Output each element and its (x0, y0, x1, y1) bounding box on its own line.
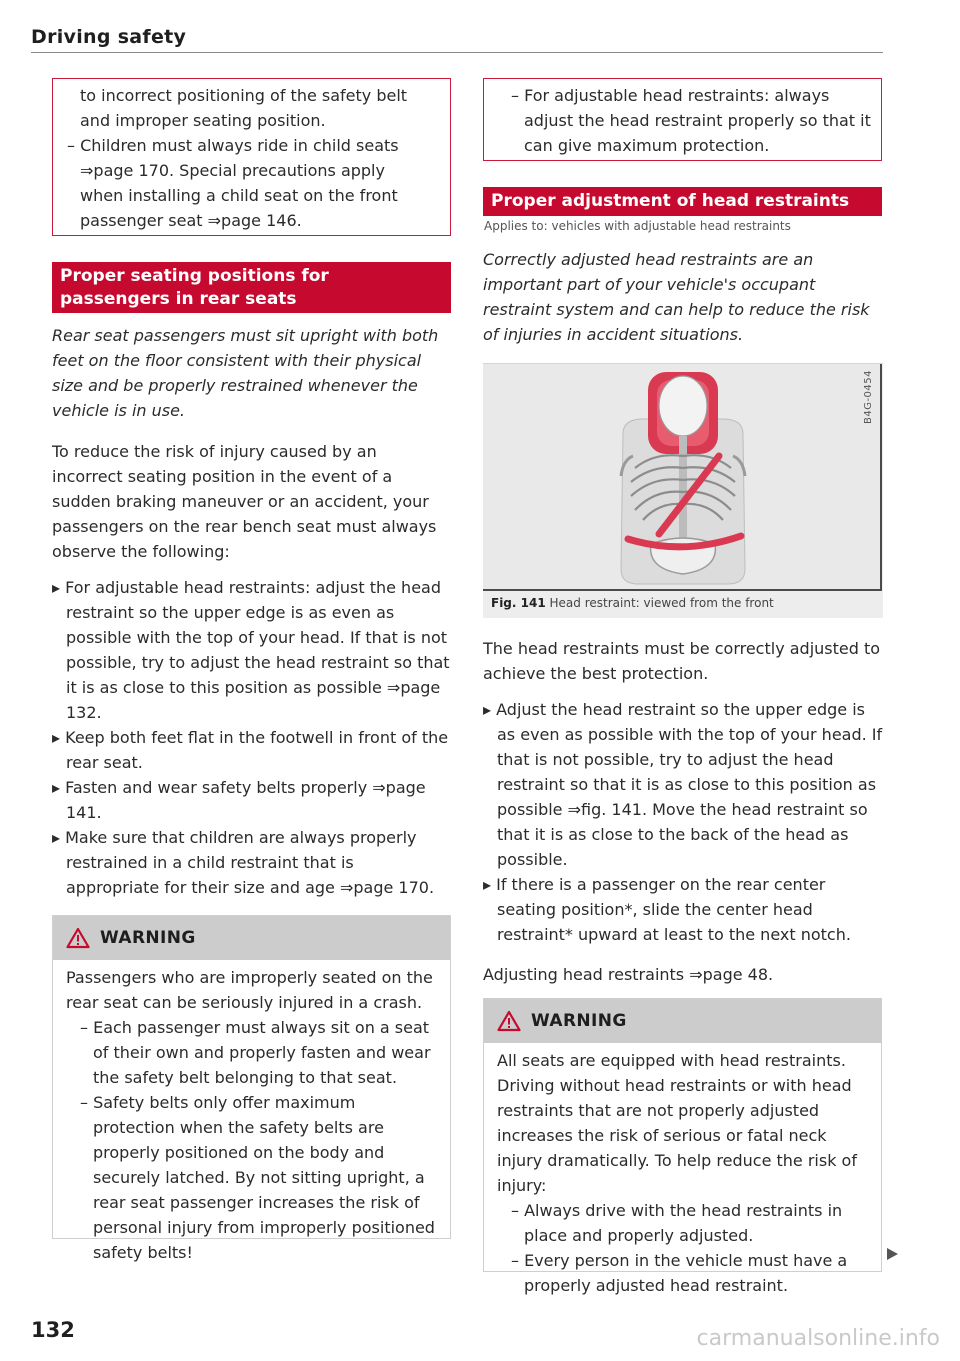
page-number: 132 (31, 1318, 75, 1342)
bullet-item: ▸ For adjustable head restraints: adjust the head restraint so the upper edge is as even as possible with the top of your head. If that is not possible, try to adjust the head restraint so that it is as close to this position as possible ⇒page 132. (52, 578, 450, 722)
warning-item: – Safety belts only offer maximum protection when the safety belts are properly positioned on the body and securely latched. By not sitting upright, a rear seat passenger increases the risk of personal injury from improperly positioned safety belts! (80, 1093, 435, 1262)
warning-item: – Each passenger must always sit on a seat of their own and properly fasten and wear the safety belt belonging to that seat. (80, 1018, 431, 1087)
intro-text: Correctly adjusted head restraints are an important part of your vehicle's occupant restraint system and can help to reduce the risk of injuries in accident situations. (483, 250, 870, 344)
intro-text: Rear seat passengers must sit upright with both feet on the floor consistent with their physical size and be properly restrained whenever the vehicle is in use. (52, 326, 439, 420)
warning-header (484, 999, 881, 1043)
section-title-head-restraints: Proper adjustment of head restraints (483, 187, 882, 216)
warning-item: – Every person in the vehicle must have a properly adjusted head restraint. (511, 1251, 848, 1295)
warning-header (53, 916, 450, 960)
figure-141 (483, 363, 883, 618)
continued-box (52, 78, 451, 236)
figure-illustration (483, 364, 882, 591)
figure-caption-text: Head restraint: viewed from the front (549, 596, 774, 610)
body-paragraph: The head restraints must be correctly adjusted to achieve the best protection. (483, 639, 881, 683)
warning-text: All seats are equipped with head restraints. Driving without head restraints or with head restraints that are not properly adjusted increases the risk of serious or fatal neck injury dramatically. To help reduce the risk of injury: (497, 1051, 857, 1195)
box-line: ⇒page 170. Special precautions apply (80, 161, 385, 180)
head-restraint-illustration (483, 364, 880, 589)
box-line: – For adjustable head restraints: always adjust the head restraint properly so that it can give maximum protection. (511, 86, 871, 155)
adjusting-ref: Adjusting head restraints ⇒page 48. (483, 965, 774, 984)
warning-title: WARNING (100, 928, 196, 948)
applies-to: Applies to: vehicles with adjustable head restraints (484, 219, 791, 233)
bullet-item: ▸ Adjust the head restraint so the upper edge is as even as possible with the top of your head. If that is not possible, try to adjust the head restraint so that it is as close to this position as possible ⇒fig. 141. Move the head restraint so that it is as close to the back of the head as possible. (483, 700, 883, 869)
box-line: – Children must always ride in child seats (67, 136, 399, 155)
section-title-rear-seats: Proper seating positions for passengers in rear seats (52, 262, 451, 313)
bullet-item: ▸ Keep both feet flat in the footwell in front of the rear seat. (52, 728, 449, 772)
figure-code: B4G-0454 (863, 370, 874, 425)
running-header: Driving safety (31, 26, 187, 48)
header-rule (31, 52, 883, 53)
warning-item: – Always drive with the head restraints in place and properly adjusted. (511, 1201, 843, 1245)
warning-triangle-icon (497, 1010, 521, 1032)
figure-caption-label: Fig. 141 (491, 596, 546, 610)
box-line: to incorrect positioning of the safety belt (80, 86, 408, 105)
body-paragraph: To reduce the risk of injury caused by an incorrect seating position in the event of a sudden braking maneuver or an accident, your passengers on the rear bench seat must always observe the following: (52, 442, 437, 561)
bullet-item: ▸ Fasten and wear safety belts properly ⇒page 141. (52, 778, 426, 822)
bullet-item: ▸ If there is a passenger on the rear center seating position*, slide the center head restraint* upward at least to the next notch. (483, 875, 851, 944)
box-line: and improper seating position. (80, 111, 326, 130)
watermark: carmanualsonline.info (696, 1326, 940, 1351)
box-line: passenger seat ⇒page 146. (80, 211, 302, 230)
warning-box-left (52, 915, 451, 1262)
box-line: when installing a child seat on the front (80, 186, 398, 205)
continued-box-right (483, 78, 882, 161)
continue-arrow-icon (887, 1248, 898, 1260)
warning-triangle-icon (66, 927, 90, 949)
figure-caption (491, 596, 774, 610)
warning-title: WARNING (531, 1011, 627, 1031)
warning-box-right (483, 998, 882, 1295)
warning-text: Passengers who are improperly seated on the rear seat can be seriously injured in a crash. (66, 968, 433, 1012)
bullet-item: ▸ Make sure that children are always properly restrained in a child restraint that is appropriate for their size and age ⇒page 170. (52, 828, 435, 897)
